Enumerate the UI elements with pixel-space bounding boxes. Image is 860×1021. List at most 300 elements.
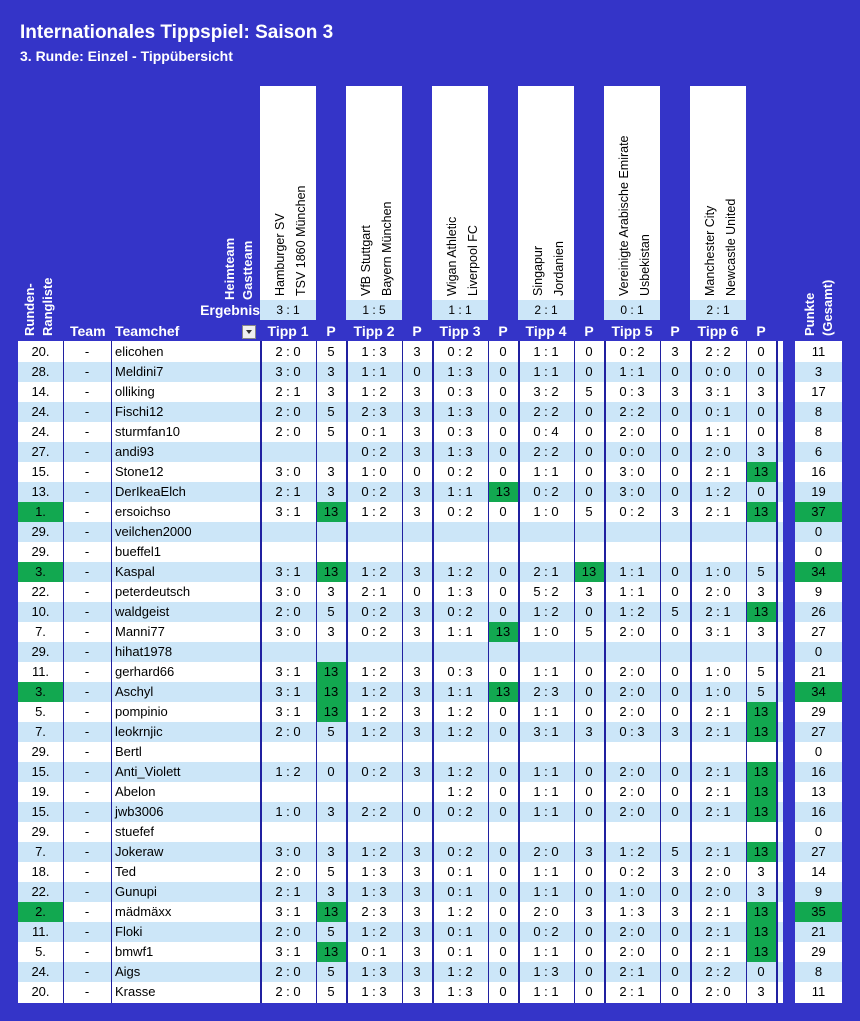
tipp-cell [346, 822, 402, 842]
tipp-cell: 0 : 2 [447, 804, 473, 819]
table-row [18, 562, 842, 582]
team-cell: - [84, 344, 90, 359]
tipp-column-header: Tipp 2 [353, 323, 395, 339]
tipp-cell: 0 : 2 [447, 504, 473, 519]
home-team-name: Vereinigte Arabische Emirate [617, 135, 631, 296]
points-cell: 0 [499, 464, 507, 479]
rank-cell: 1. [18, 502, 63, 522]
points-cell: 3 [413, 684, 421, 699]
teamchef-cell: Ted [115, 864, 136, 879]
points-cell: 0 [499, 664, 507, 679]
tipp-cell: 2 : 0 [619, 784, 645, 799]
points-cell: 0 [499, 364, 507, 379]
tipp-cell: 3 : 1 [275, 664, 301, 679]
rank-cell: 20. [31, 344, 50, 359]
rank-cell: 18. [31, 864, 50, 879]
points-cell: 0 [585, 664, 593, 679]
teamchef-cell: mädmäxx [115, 904, 172, 919]
total-points-cell: 29 [811, 944, 826, 959]
tipp-cell: 0 : 2 [533, 484, 559, 499]
points-cell: 3 [413, 924, 421, 939]
points-cell: 0 [585, 364, 593, 379]
tipp-cell: 2 : 0 [275, 924, 301, 939]
tipp-cell: 3 : 1 [705, 624, 731, 639]
points-cell [660, 742, 690, 762]
points-cell: 0 [499, 444, 507, 459]
points-cell: 0 [585, 764, 593, 779]
match-result: 1 : 1 [432, 300, 488, 320]
tipp-cell: 3 : 1 [275, 564, 301, 579]
points-cell: 0 [671, 404, 679, 419]
points-cell: 0 [499, 404, 507, 419]
points-cell: 0 [499, 804, 507, 819]
tipp-cell: 1 : 3 [447, 984, 473, 999]
tipp-cell [260, 782, 316, 802]
match-result: 3 : 1 [260, 300, 316, 320]
points-cell: 3 [671, 864, 679, 879]
teamchef-cell: sturmfan10 [115, 424, 181, 439]
points-cell: 3 [671, 344, 679, 359]
points-cell: 3 [327, 484, 335, 499]
tipp-cell: 0 : 2 [361, 624, 387, 639]
points-cell [316, 522, 346, 542]
tipp-cell: 0 : 2 [619, 344, 645, 359]
points-cell: 3 [413, 444, 421, 459]
table-row [18, 622, 842, 642]
points-cell: 0 [671, 444, 679, 459]
tipp-cell [346, 642, 402, 662]
points-cell: 13 [488, 622, 518, 642]
tipp-cell: 0 : 2 [361, 444, 387, 459]
table-row [18, 722, 842, 742]
points-cell: 0 [671, 424, 679, 439]
tipp-cell: 1 : 1 [533, 364, 559, 379]
tipp-cell: 2 : 0 [619, 924, 645, 939]
tipp-cell: 3 : 1 [275, 704, 301, 719]
tipp-cell: 2 : 1 [619, 984, 645, 999]
tipp-cell: 1 : 2 [361, 384, 387, 399]
total-points-cell: 8 [814, 964, 823, 979]
table-row [18, 462, 842, 482]
points-cell: 0 [585, 884, 593, 899]
tipp-cell: 1 : 3 [447, 584, 473, 599]
points-cell [488, 742, 518, 762]
teamchef-cell: Aigs [115, 964, 141, 979]
points-cell: 5 [757, 664, 765, 679]
tipp-cell: 1 : 3 [361, 884, 387, 899]
points-column-header: P [584, 323, 594, 339]
tipp-cell: 1 : 2 [361, 924, 387, 939]
points-cell: 5 [671, 604, 679, 619]
tipp-cell: 3 : 1 [533, 724, 559, 739]
tipp-cell: 2 : 2 [533, 404, 559, 419]
total-points-cell: 8 [814, 424, 823, 439]
tipp-cell: 2 : 1 [705, 504, 731, 519]
points-cell [488, 822, 518, 842]
table-row [18, 782, 842, 802]
total-points-cell: 9 [814, 884, 823, 899]
tipp-cell: 1 : 2 [447, 904, 473, 919]
table-row [18, 362, 842, 382]
table-row [18, 582, 842, 602]
home-team-name: Singapur [531, 245, 545, 296]
tipp-column-header: Tipp 1 [267, 323, 309, 339]
teamchef-cell: Stone12 [115, 464, 164, 479]
total-points-cell: 19 [811, 484, 826, 499]
points-cell: 0 [499, 784, 507, 799]
tipp-cell [260, 642, 316, 662]
tipp-cell: 0 : 0 [619, 444, 645, 459]
points-cell [316, 442, 346, 462]
table-row [18, 842, 842, 862]
rank-cell: 11. [31, 664, 50, 679]
teamchef-cell: bmwf1 [115, 944, 154, 959]
tipp-cell: 2 : 1 [705, 944, 731, 959]
total-points-cell: 0 [814, 744, 823, 759]
tipp-cell: 1 : 2 [361, 724, 387, 739]
points-cell [660, 642, 690, 662]
tipp-cell: 1 : 1 [619, 364, 645, 379]
rank-cell: 15. [31, 464, 50, 479]
points-cell: 5 [327, 964, 335, 979]
tipp-cell: 3 : 0 [275, 624, 301, 639]
points-cell [316, 642, 346, 662]
points-cell: 0 [499, 904, 507, 919]
rank-cell: 28. [31, 364, 50, 379]
tipp-cell: 2 : 0 [705, 884, 731, 899]
column-separator [316, 341, 317, 1003]
team-cell: - [84, 464, 90, 479]
tipp-cell: 1 : 1 [533, 704, 559, 719]
points-cell: 0 [499, 584, 507, 599]
column-separator [690, 341, 692, 1003]
tipp-cell: 0 : 2 [361, 484, 387, 499]
match-result: 2 : 1 [518, 300, 574, 320]
tipp-cell: 2 : 0 [275, 724, 301, 739]
points-cell: 0 [671, 924, 679, 939]
tipp-cell [432, 822, 488, 842]
tipp-cell: 0 : 1 [361, 944, 387, 959]
table-row [18, 442, 842, 462]
points-cell: 3 [413, 564, 421, 579]
points-cell [746, 542, 776, 562]
tipp-cell [518, 822, 574, 842]
tipp-cell [518, 642, 574, 662]
teamchef-cell: Krasse [115, 984, 156, 999]
tipp-cell: 2 : 0 [275, 344, 301, 359]
table-row [18, 962, 842, 982]
points-cell: 13 [746, 802, 776, 822]
tipp-cell: 1 : 1 [533, 944, 559, 959]
teamchef-cell: Kaspal [115, 564, 155, 579]
home-team-name: VfB Stuttgart [359, 225, 373, 296]
total-points-cell: 17 [811, 384, 826, 399]
rank-cell: 7. [35, 844, 46, 859]
tipp-cell: 2 : 2 [361, 804, 387, 819]
points-cell: 13 [316, 942, 346, 962]
tipp-cell: 1 : 0 [361, 464, 387, 479]
points-cell: 0 [499, 384, 507, 399]
column-separator [574, 341, 575, 1003]
tipp-cell: 1 : 2 [447, 764, 473, 779]
points-cell: 3 [757, 384, 765, 399]
points-column-header: P [326, 323, 336, 339]
points-cell: 13 [316, 902, 346, 922]
points-cell: 0 [671, 364, 679, 379]
teamchef-column-header: Teamchef [115, 323, 180, 339]
tipp-cell: 3 : 1 [275, 504, 301, 519]
tipp-cell: 2 : 0 [705, 444, 731, 459]
points-cell: 13 [746, 602, 776, 622]
total-points-cell: 35 [795, 902, 842, 922]
points-cell: 3 [585, 904, 593, 919]
teamchef-filter-dropdown[interactable] [242, 325, 256, 339]
points-cell: 0 [499, 964, 507, 979]
teamchef-cell: Gunupi [115, 884, 157, 899]
points-column-header: P [412, 323, 422, 339]
tipp-cell: 0 : 3 [619, 384, 645, 399]
total-points-cell: 16 [811, 804, 826, 819]
tipp-cell: 3 : 1 [275, 684, 301, 699]
tipp-cell: 0 : 2 [447, 604, 473, 619]
points-cell: 3 [671, 504, 679, 519]
tipp-cell [518, 522, 574, 542]
points-cell: 5 [585, 504, 593, 519]
tipp-cell: 2 : 1 [705, 724, 731, 739]
points-cell: 0 [757, 964, 765, 979]
points-cell: 0 [671, 564, 679, 579]
total-points-cell: 34 [795, 682, 842, 702]
teamchef-cell: andi93 [115, 444, 155, 459]
points-cell: 0 [499, 704, 507, 719]
tipp-cell: 1 : 0 [619, 884, 645, 899]
team-cell: - [84, 424, 90, 439]
rank-cell: 22. [31, 884, 50, 899]
points-cell [402, 822, 432, 842]
total-points-cell: 0 [814, 544, 823, 559]
points-cell: 5 [327, 724, 335, 739]
tipp-cell: 2 : 1 [705, 924, 731, 939]
teamchef-cell: Meldini7 [115, 364, 164, 379]
tipp-column-header: Tipp 3 [439, 323, 481, 339]
tipp-cell: 2 : 1 [705, 784, 731, 799]
team-cell: - [84, 824, 90, 839]
tipp-cell: 0 : 3 [619, 724, 645, 739]
rank-cell: 24. [31, 964, 50, 979]
table-row [18, 942, 842, 962]
team-cell: - [84, 504, 90, 519]
points-cell: 0 [671, 464, 679, 479]
tipp-cell: 0 : 2 [447, 464, 473, 479]
points-cell: 3 [413, 424, 421, 439]
tipp-cell: 5 : 2 [533, 584, 559, 599]
points-cell: 3 [327, 364, 335, 379]
tipp-cell: 1 : 2 [619, 604, 645, 619]
column-separator [111, 341, 112, 1003]
tipp-cell: 2 : 2 [619, 404, 645, 419]
teamchef-cell: elicohen [115, 344, 164, 359]
points-cell: 0 [671, 684, 679, 699]
rank-cell: 3. [18, 562, 63, 582]
points-cell: 0 [757, 484, 765, 499]
tipp-cell [690, 642, 746, 662]
tipp-cell: 1 : 0 [705, 684, 731, 699]
table-row [18, 982, 842, 1002]
total-points-cell: 27 [811, 624, 826, 639]
tipp-cell: 2 : 1 [533, 564, 559, 579]
points-column-header: P [670, 323, 680, 339]
tipp-cell: 3 : 2 [533, 384, 559, 399]
rank-cell: 29. [31, 544, 50, 559]
column-separator [346, 341, 348, 1003]
team-cell: - [84, 884, 90, 899]
tipp-cell: 2 : 1 [361, 584, 387, 599]
tipp-cell: 2 : 0 [275, 424, 301, 439]
total-points-cell: 0 [814, 644, 823, 659]
points-cell: 0 [499, 564, 507, 579]
points-cell: 0 [585, 864, 593, 879]
points-cell: 3 [413, 484, 421, 499]
tipp-cell: 1 : 1 [533, 764, 559, 779]
rank-cell: 11. [31, 924, 50, 939]
table-row [18, 642, 842, 662]
tipp-cell [690, 822, 746, 842]
points-cell: 3 [413, 964, 421, 979]
teamchef-cell: hihat1978 [115, 644, 173, 659]
rank-cell: 27. [31, 444, 50, 459]
rank-cell: 29. [31, 744, 50, 759]
rank-cell: 24. [31, 404, 50, 419]
tipp-cell: 2 : 1 [705, 904, 731, 919]
points-cell: 0 [585, 924, 593, 939]
tipp-cell: 2 : 3 [361, 404, 387, 419]
points-cell [660, 822, 690, 842]
points-cell [574, 542, 604, 562]
points-cell: 0 [499, 504, 507, 519]
away-team-name: Newcastle United [724, 198, 738, 296]
table-row [18, 882, 842, 902]
teamchef-cell: gerhard66 [115, 664, 175, 679]
points-cell: 5 [757, 564, 765, 579]
tipp-cell: 1 : 3 [447, 364, 473, 379]
table-row [18, 402, 842, 422]
tipp-cell: 3 : 1 [275, 904, 301, 919]
tipp-cell: 2 : 0 [619, 424, 645, 439]
rank-cell: 29. [31, 644, 50, 659]
tipp-cell: 1 : 0 [705, 564, 731, 579]
points-cell: 13 [316, 682, 346, 702]
tipp-cell: 1 : 3 [619, 904, 645, 919]
points-cell [660, 522, 690, 542]
total-points-cell: 37 [795, 502, 842, 522]
tipp-cell [690, 742, 746, 762]
points-cell: 3 [413, 724, 421, 739]
points-cell: 0 [499, 924, 507, 939]
tipp-cell: 0 : 0 [705, 364, 731, 379]
tipp-cell: 1 : 2 [705, 484, 731, 499]
tipp-cell: 1 : 2 [275, 764, 301, 779]
table-row [18, 482, 842, 502]
table-row [18, 762, 842, 782]
tipp-cell: 1 : 1 [705, 424, 731, 439]
points-cell: 0 [585, 604, 593, 619]
points-cell: 3 [585, 844, 593, 859]
table-row [18, 382, 842, 402]
team-cell: - [84, 564, 90, 579]
rank-cell: 15. [31, 804, 50, 819]
tipp-cell: 1 : 2 [361, 664, 387, 679]
points-cell: 3 [757, 624, 765, 639]
match-result: 0 : 1 [604, 300, 660, 320]
teamchef-cell: waldgeist [115, 604, 170, 619]
table-row [18, 602, 842, 622]
tipp-cell: 3 : 0 [275, 464, 301, 479]
tipp-cell: 2 : 0 [533, 844, 559, 859]
tipp-cell: 3 : 0 [275, 844, 301, 859]
tipp-column-header: Tipp 5 [611, 323, 653, 339]
column-separator [402, 341, 403, 1003]
tipp-cell: 2 : 1 [275, 884, 301, 899]
points-cell [316, 782, 346, 802]
tipp-cell: 1 : 1 [619, 564, 645, 579]
column-separator [660, 341, 661, 1003]
points-cell: 0 [413, 584, 421, 599]
points-cell: 0 [671, 884, 679, 899]
tipp-cell: 0 : 1 [705, 404, 731, 419]
total-points-cell: 0 [814, 824, 823, 839]
team-cell: - [84, 764, 90, 779]
points-cell: 0 [499, 604, 507, 619]
points-cell: 3 [585, 724, 593, 739]
punkte-header-line2: (Gesamt) [820, 279, 835, 336]
points-cell: 3 [413, 904, 421, 919]
teamchef-cell: bueffel1 [115, 544, 162, 559]
points-cell: 13 [316, 702, 346, 722]
ergebnis-label: Ergebnis [200, 302, 260, 318]
teamchef-cell: stuefef [115, 824, 155, 839]
tipp-cell: 1 : 3 [361, 864, 387, 879]
points-cell: 5 [585, 384, 593, 399]
points-cell: 5 [327, 424, 335, 439]
points-cell: 0 [757, 344, 765, 359]
points-cell: 3 [413, 844, 421, 859]
tipp-cell: 2 : 1 [705, 464, 731, 479]
points-cell: 13 [746, 722, 776, 742]
points-cell: 13 [574, 562, 604, 582]
rank-cell: 19. [31, 784, 50, 799]
points-cell: 5 [327, 604, 335, 619]
points-cell: 13 [316, 662, 346, 682]
tipp-cell: 1 : 2 [447, 784, 473, 799]
points-cell: 3 [413, 384, 421, 399]
team-cell: - [84, 404, 90, 419]
tipp-cell: 1 : 2 [361, 704, 387, 719]
tipp-cell: 2 : 3 [361, 904, 387, 919]
tipp-cell: 1 : 1 [447, 624, 473, 639]
tipp-cell: 1 : 1 [447, 484, 473, 499]
teamchef-cell: leokrnjic [115, 724, 163, 739]
tipp-cell: 2 : 1 [619, 964, 645, 979]
points-cell: 0 [585, 484, 593, 499]
tipp-cell: 3 : 0 [619, 484, 645, 499]
tipp-cell: 2 : 1 [275, 484, 301, 499]
tipp-cell: 2 : 0 [275, 864, 301, 879]
rank-cell: 22. [31, 584, 50, 599]
tipp-cell [346, 542, 402, 562]
tipp-cell: 1 : 2 [447, 704, 473, 719]
total-points-cell: 27 [811, 724, 826, 739]
team-cell: - [84, 364, 90, 379]
